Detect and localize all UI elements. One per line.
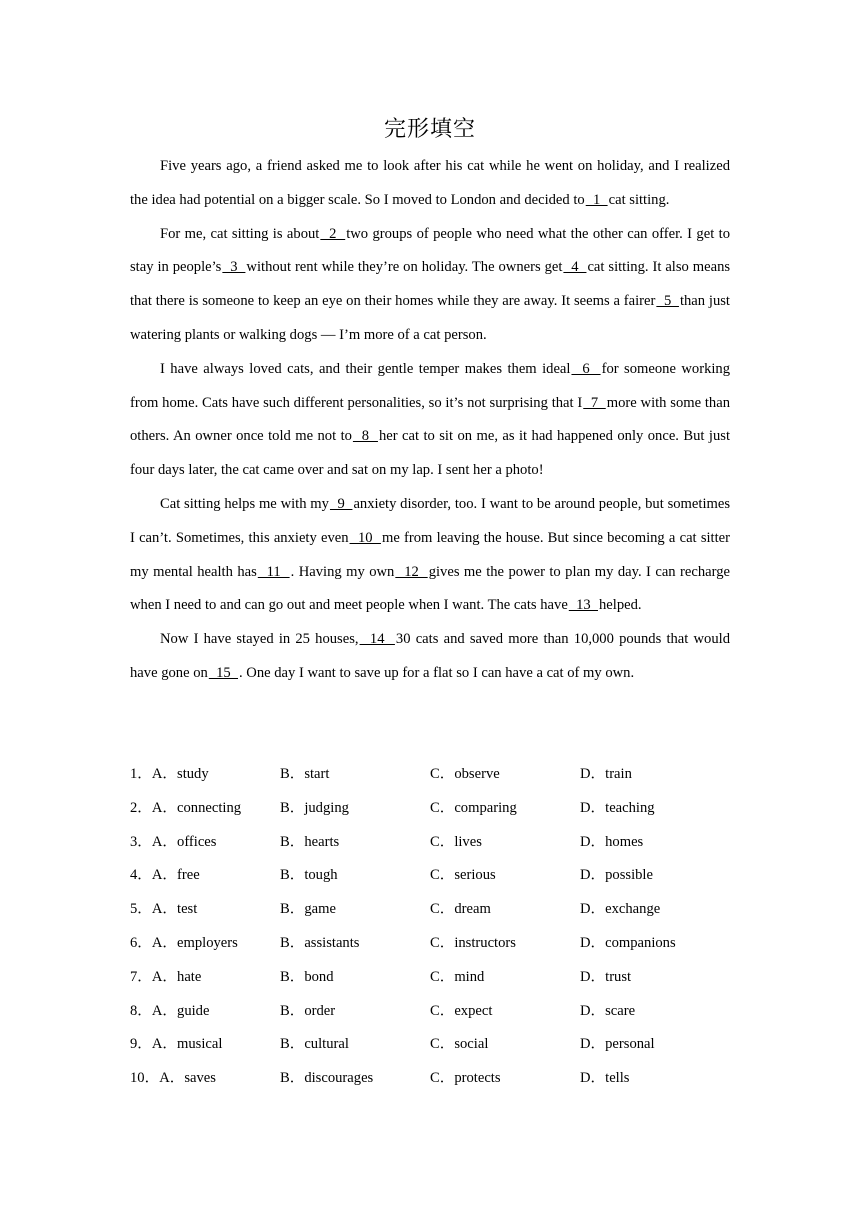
- option-row: [130, 927, 730, 961]
- cloze-passage: [130, 150, 730, 691]
- option-c: C．instructors: [430, 934, 516, 951]
- blank-number: 15: [208, 664, 238, 681]
- option-d: D．teaching: [580, 799, 655, 816]
- passage-text: gives me the power to plan my day. I can recharge when I need to and can go out and meet people when I want. The cats have: [130, 563, 730, 614]
- option-c: C．observe: [430, 766, 500, 782]
- passage-paragraph: [130, 623, 730, 691]
- passage-text: I have always loved cats, and their gentle temper makes them ideal: [160, 360, 571, 377]
- option-c: C．dream: [430, 901, 491, 918]
- blank-number: 9: [329, 495, 353, 512]
- blank-number: 14: [359, 631, 395, 648]
- blank-number: 2: [320, 225, 346, 242]
- option-b: B．bond: [280, 968, 334, 985]
- passage-text: than just watering plants or walking dogs — I’m more of a cat person.: [130, 293, 730, 343]
- answer-options: [130, 758, 730, 1096]
- option-b: B．cultural: [280, 1036, 349, 1053]
- option-a: 7．A．hate: [130, 968, 202, 985]
- option-d: D．possible: [580, 867, 653, 884]
- passage-text: without rent while they’re on holiday. The owners get: [246, 259, 563, 276]
- option-row: [130, 826, 730, 860]
- option-c: C．social: [430, 1036, 489, 1053]
- option-a: 3．A．offices: [130, 833, 217, 850]
- option-d: D．trust: [580, 968, 632, 985]
- option-a: 5．A．test: [130, 901, 198, 918]
- option-row: [130, 961, 730, 995]
- option-d: D．scare: [580, 1002, 636, 1019]
- option-a: 10．A．saves: [130, 1070, 216, 1087]
- option-a: 4．A．free: [130, 867, 200, 884]
- page-title: 完形填空: [383, 117, 476, 142]
- passage-text: for someone working from home. Cats have such different personalities, so it’s not surprising that I: [130, 360, 731, 411]
- passage-text: Five years ago, a friend asked me to look after his cat while he went on holiday, and I realized the idea had potential on a bigger scale. So I moved to London and decided to: [130, 158, 730, 208]
- blank-number: 3: [222, 259, 246, 276]
- option-d: D．train: [580, 766, 632, 782]
- option-row: [130, 1062, 730, 1096]
- option-c: C．protects: [430, 1070, 501, 1087]
- option-row: [130, 859, 730, 893]
- option-row: [130, 893, 730, 927]
- passage-text: cat sitting.: [608, 191, 670, 208]
- blank-number: 13: [568, 597, 598, 614]
- blank-number: 5: [656, 293, 679, 310]
- option-c: C．lives: [430, 833, 482, 850]
- passage-text: Now I have stayed in 25 houses,: [160, 631, 359, 648]
- option-row: [130, 758, 730, 792]
- blank-number: 6: [571, 360, 601, 377]
- blank-number: 11: [257, 563, 290, 580]
- option-c: C．expect: [430, 1002, 493, 1019]
- passage-text: her cat to sit on me, as it had happened only once. But just four days later, the cat came over and sat on my lap. I sent her a photo!: [130, 428, 730, 479]
- passage-text: helped.: [598, 597, 642, 614]
- option-a: 1．A．study: [130, 766, 209, 782]
- option-c: C．comparing: [430, 799, 517, 816]
- option-c: C．mind: [430, 968, 485, 985]
- option-b: B．tough: [280, 867, 338, 884]
- passage-paragraph: [130, 218, 730, 353]
- option-row: [130, 1028, 730, 1062]
- option-d: D．tells: [580, 1070, 630, 1087]
- option-b: B．discourages: [280, 1070, 374, 1087]
- option-b: B．hearts: [280, 833, 340, 850]
- passage-text: more with some than others. An owner once told me not to: [130, 394, 731, 445]
- blank-number: 8: [352, 428, 378, 445]
- option-b: B．game: [280, 901, 336, 918]
- passage-text: For me, cat sitting is about: [160, 225, 320, 242]
- passage-text: 30 cats and saved more than 10,000 pounds that would have gone on: [130, 631, 731, 681]
- option-b: B．judging: [280, 799, 349, 816]
- blank-number: 7: [583, 394, 606, 411]
- passage-paragraph: [130, 488, 730, 623]
- blank-number: 12: [395, 563, 428, 580]
- option-row: [130, 995, 730, 1029]
- option-b: B．start: [280, 766, 330, 782]
- passage-text: me from leaving the house. But since becoming a cat sitter my mental health has: [130, 529, 730, 580]
- option-a: 9．A．musical: [130, 1036, 223, 1053]
- passage-text: cat sitting. It also means that there is someone to keep an eye on their homes while they are away. It seems a fairer: [130, 259, 731, 310]
- option-b: B．order: [280, 1002, 336, 1019]
- blank-number: 4: [563, 259, 587, 276]
- passage-text: . Having my own: [290, 563, 395, 580]
- option-d: D．exchange: [580, 901, 661, 918]
- option-a: 2．A．connecting: [130, 799, 242, 816]
- blank-number: 10: [349, 529, 381, 546]
- option-d: D．companions: [580, 934, 676, 951]
- option-row: [130, 792, 730, 826]
- option-a: 8．A．guide: [130, 1002, 210, 1019]
- passage-text: . One day I want to save up for a flat so I can have a cat of my own.: [239, 664, 635, 681]
- option-d: D．homes: [580, 833, 644, 850]
- passage-text: two groups of people who need what the other can offer. I get to stay in people’s: [130, 225, 730, 276]
- passage-paragraph: [130, 353, 730, 488]
- option-d: D．personal: [580, 1036, 655, 1053]
- passage-text: anxiety disorder, too. I want to be around people, but sometimes I can’t. Sometimes, this anxiety even: [130, 495, 731, 546]
- option-b: B．assistants: [280, 934, 360, 951]
- option-c: C．serious: [430, 867, 496, 884]
- passage-text: Cat sitting helps me with my: [160, 495, 329, 512]
- blank-number: 1: [585, 191, 608, 208]
- option-a: 6．A．employers: [130, 934, 238, 951]
- passage-paragraph: [130, 150, 730, 218]
